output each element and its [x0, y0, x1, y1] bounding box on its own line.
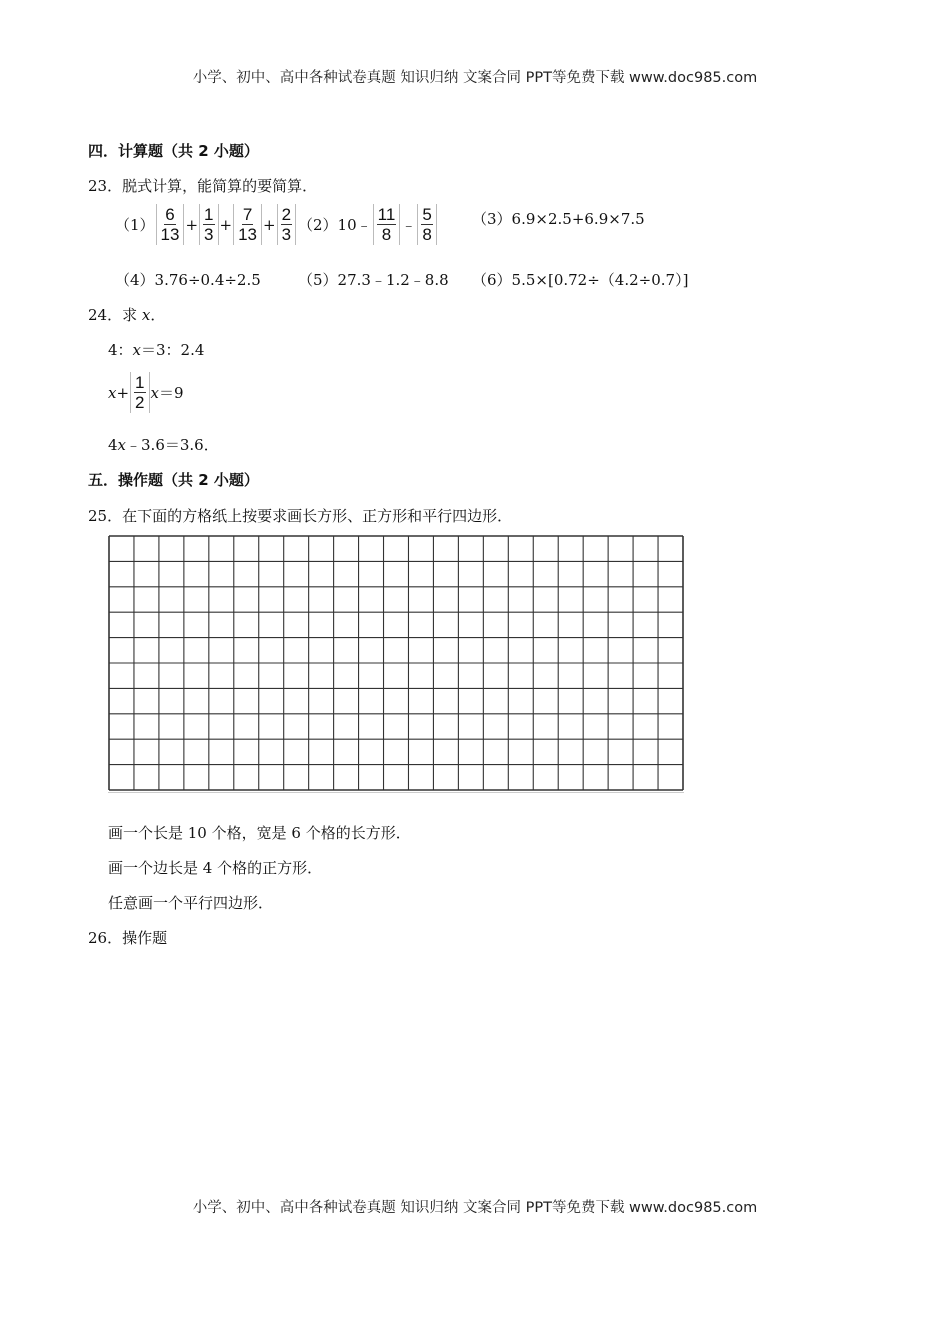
section-5-title: 五．操作题（共 2 小题）	[88, 471, 259, 489]
q24-stem: 24．求 x．	[88, 306, 166, 324]
q24-equation-3: 4x﹣3.6＝3.6．	[108, 436, 219, 454]
operand: 10﹣	[337, 216, 372, 234]
q24-equation-1: 4：x＝3：2.4	[108, 341, 205, 359]
q23-part6: （6）5.5×[0.72÷（4.2÷0.7）]	[472, 271, 689, 289]
fraction: $\frac{11}{8}$	[373, 204, 401, 245]
q25-instruction-2: 画一个边长是 4 个格的正方形．	[108, 859, 323, 877]
q25-instruction-1: 画一个长是 10 个格，宽是 6 个格的长方形．	[108, 824, 411, 842]
fraction: $\frac{6}{13}$	[156, 204, 185, 245]
square-grid-paper	[108, 535, 684, 791]
fraction: $\frac{1}{3}$	[199, 204, 218, 245]
q23-part5: （5）27.3﹣1.2﹣8.8	[298, 271, 449, 289]
q23-stem: 23．脱式计算，能简算的要简算．	[88, 177, 318, 195]
q25-stem: 25．在下面的方格纸上按要求画长方形、正方形和平行四边形．	[88, 507, 513, 525]
operator: ﹣	[401, 216, 417, 234]
fraction: $\frac{2}{3}$	[277, 204, 296, 245]
q24-equation-2: x + $\frac{1}{2}$ x ＝9	[108, 373, 184, 412]
operator: +	[185, 215, 199, 234]
q23-part4: （4）3.76÷0.4÷2.5	[115, 271, 261, 289]
page-footer: 小学、初中、高中各种试卷真题 知识归纳 文案合同 PPT等免费下载 www.doc985.com	[192, 1200, 758, 1216]
page-header: 小学、初中、高中各种试卷真题 知识归纳 文案合同 PPT等免费下载 www.doc985.com	[192, 70, 758, 86]
q23-part3: （3）6.9×2.5+6.9×7.5	[472, 210, 645, 228]
q23-part2-label: （2）	[298, 216, 338, 234]
q23-part1	[115, 204, 297, 245]
grid-divider	[108, 792, 684, 793]
q23-part2	[298, 204, 438, 245]
fraction: $\frac{7}{13}$	[233, 204, 262, 245]
q25-instruction-3: 任意画一个平行四边形．	[108, 894, 274, 912]
fraction: $\frac{1}{2}$	[130, 372, 149, 413]
q26-stem: 26．操作题	[88, 929, 168, 947]
operator: +	[219, 215, 233, 234]
fraction: $\frac{5}{8}$	[417, 204, 436, 245]
section-4-title: 四．计算题（共 2 小题）	[88, 142, 259, 160]
operator: +	[263, 215, 276, 234]
q23-part1-label: （1）	[115, 216, 155, 234]
